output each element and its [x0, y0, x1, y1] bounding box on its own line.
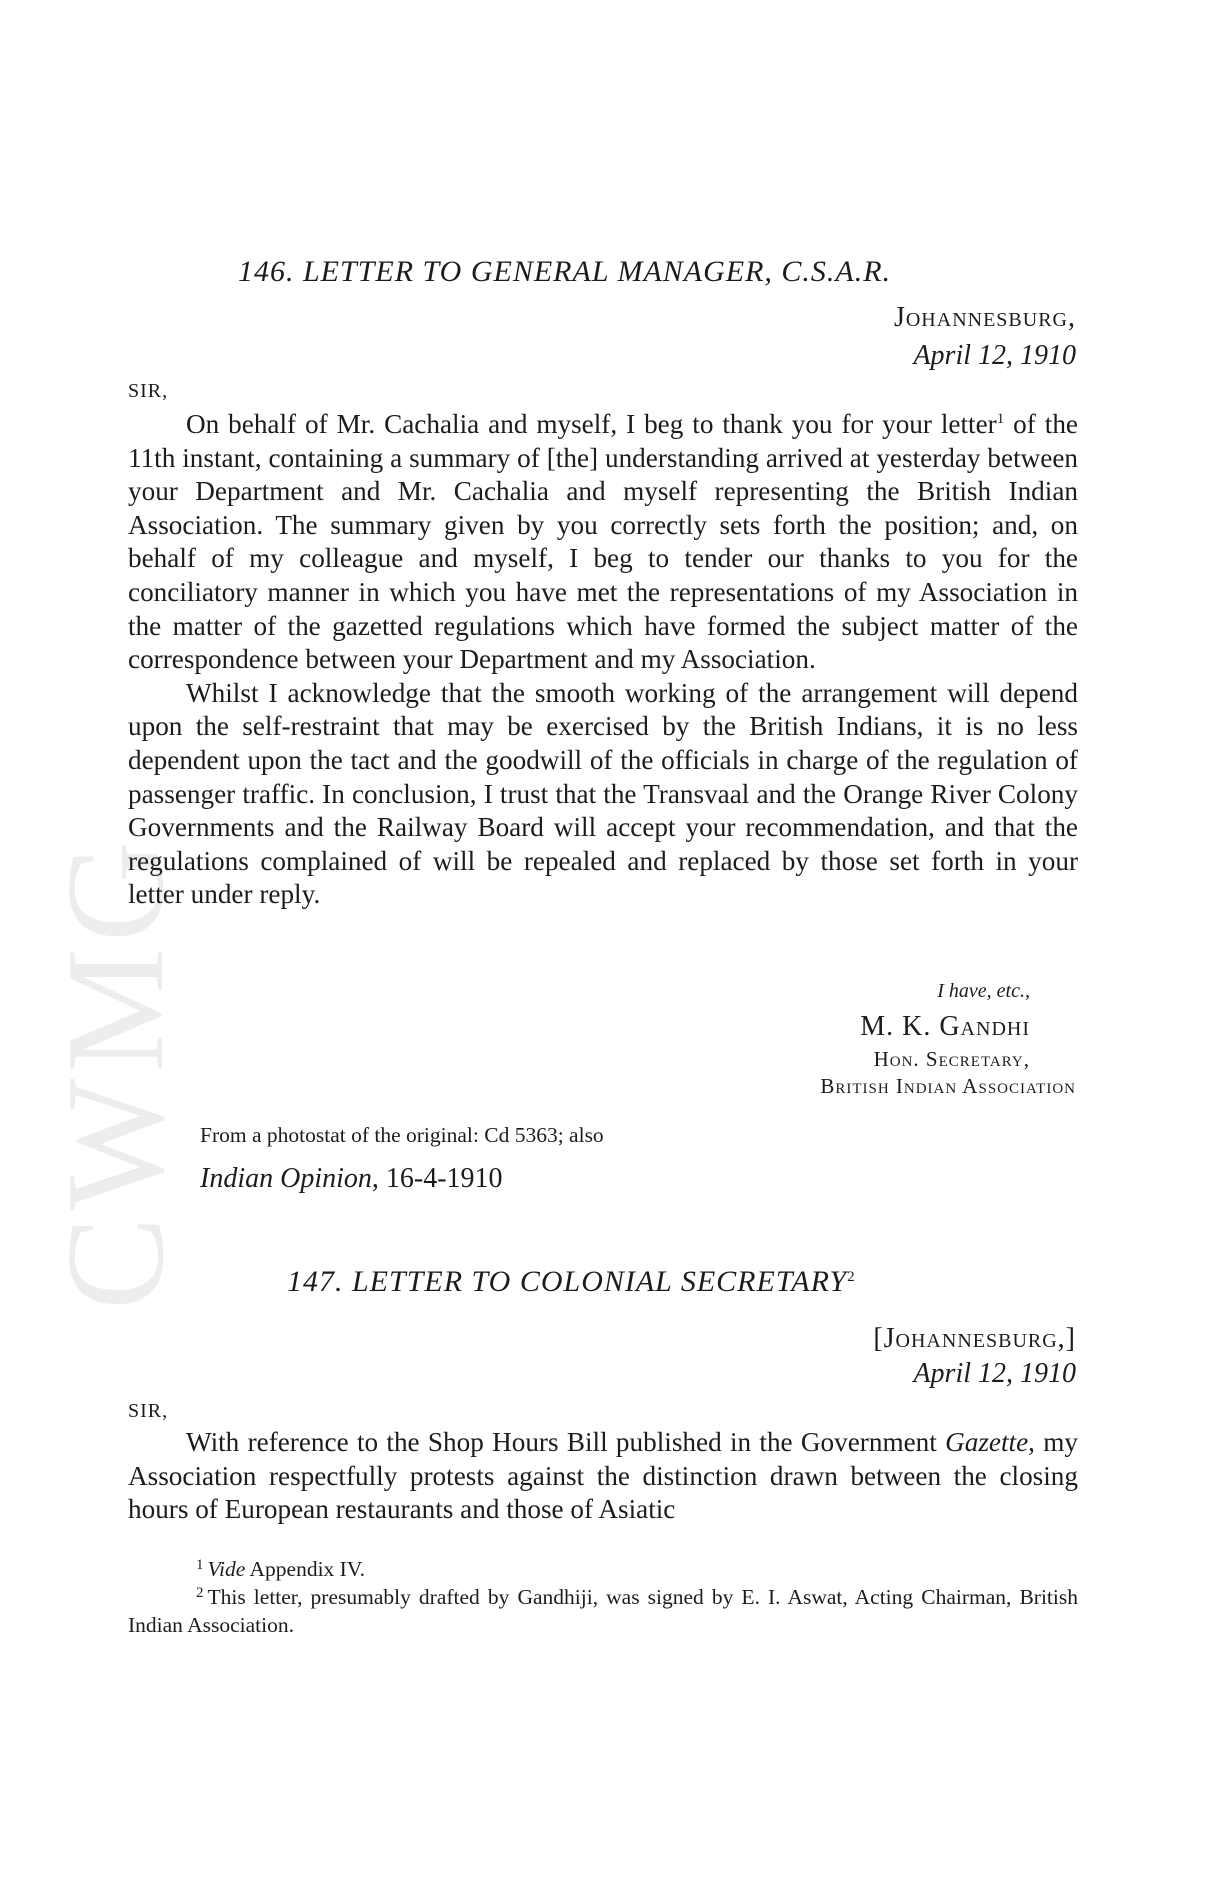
footnote-text: This letter, presumably drafted by Gandhiji, was signed by E. I. Aswat, Acting Chairman, British Indian Association.: [128, 1585, 1078, 1637]
letter-146-signoff: [820, 980, 1076, 1099]
letter-146-source: From a photostat of the original: Cd 5363; also: [200, 1123, 604, 1147]
letter-146-salutation: SIR,: [128, 380, 169, 402]
letter-146-paragraph-2: Whilst I acknowledge that the smooth working of the arrangement will depend upon the self-restraint that may be exercised by the British Indians, it is no less dependent upon the tact and the goodwill of the officials in charge of the regulation of passenger traffic. In conclusion, I trust that the Transvaal and the Orange River Colony Governments and the Railway Board will accept your recommendation, and that the regulations complained of will be repealed and replaced by those set forth in your letter under reply.: [128, 677, 1078, 910]
letter-147-body: [128, 1426, 1078, 1527]
footnote-number: 1: [196, 1557, 204, 1573]
heading-text: 147. LETTER TO COLONIAL SECRETARY: [287, 1265, 848, 1298]
para-text: With reference to the Shop Hours Bill published in the Government: [186, 1427, 946, 1457]
para-text: of the 11th instant, containing a summary of [the] understanding arrived at yesterday between your Department and Mr. Cachalia and myself representing the British Indian Association. The summary given by you correctly sets forth the position; and, on behalf of my colleague and myself, I beg to tender our thanks to you for the conciliatory manner in which you have met the representations of my Association in the matter of the gazetted regulations which have formed the subject matter of the correspondence between your Department and my Association.: [128, 409, 1078, 675]
letter-147-salutation: SIR,: [128, 1400, 169, 1422]
letter-147-heading: [287, 1265, 856, 1299]
letter-146-body: [128, 408, 1078, 912]
signatory-organization: British Indian Association: [820, 1074, 1076, 1098]
publication-name: Indian Opinion: [200, 1163, 372, 1194]
footnote-2: [128, 1583, 1078, 1639]
footnote-number: 2: [196, 1585, 204, 1601]
para-text: On behalf of Mr. Cachalia and myself, I beg to thank you for your letter: [186, 409, 997, 439]
publication-date: , 16-4-1910: [371, 1163, 503, 1194]
letter-147-date: April 12, 1910: [913, 1358, 1076, 1389]
footnote-ref-1: 1: [996, 411, 1005, 427]
signatory-title: Hon. Secretary,: [873, 1047, 1030, 1071]
closing-regards: I have, etc.,: [937, 980, 1030, 1002]
letter-146-heading: 146. LETTER TO GENERAL MANAGER, C.S.A.R.: [238, 255, 892, 288]
letter-146-date: April 12, 1910: [913, 340, 1076, 371]
letter-146-source-publication: [200, 1163, 503, 1195]
gazette-italic: Gazette: [945, 1427, 1029, 1457]
footnote-italic: Vide: [207, 1557, 246, 1581]
footnote-1: [128, 1555, 1078, 1583]
footnote-ref-2: 2: [847, 1269, 856, 1285]
para-text: , my Association respectfully protests against the distinction drawn between the closing hours of European restaurants and those of Asiatic: [128, 1427, 1079, 1525]
letter-146-place: Johannesburg,: [893, 302, 1076, 333]
letter-147-place: [Johannesburg,]: [873, 1323, 1076, 1354]
watermark-text: CWMG: [62, 834, 182, 1310]
letter-146-paragraph-1: [128, 408, 1078, 677]
signatory-name: M. K. Gandhi: [860, 1011, 1030, 1042]
footnote-text: Appendix IV.: [245, 1557, 365, 1581]
letter-147-paragraph-1: [128, 1426, 1078, 1527]
footnotes: [128, 1555, 1078, 1639]
